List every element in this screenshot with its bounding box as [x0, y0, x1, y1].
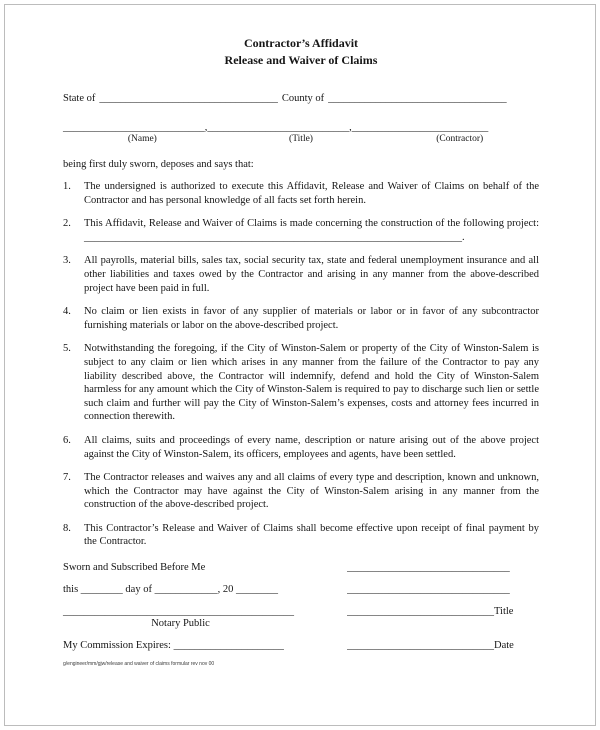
document-title: [63, 35, 539, 69]
notary-signature-blank: ____________________________________________: [63, 606, 294, 618]
state-label: State of: [63, 93, 96, 104]
title-line-1: Contractor’s Affidavit: [243, 36, 359, 50]
notary-public-label: Notary Public: [151, 618, 210, 630]
clause-number: 1.: [63, 181, 71, 192]
clause-number: 3.: [63, 255, 71, 267]
clause-6: [63, 434, 539, 461]
clause-1: [63, 180, 539, 207]
clause-4: [63, 305, 539, 332]
sworn-row: [63, 562, 539, 573]
clause-text: The Contractor releases and waives any and all claims of every type and description, known and unknown, which the Contractor may have against the City of Winston-Salem arising in any manner from the construction of the above-described project.: [84, 472, 539, 511]
affidavit-clauses: [63, 180, 539, 549]
state-blank-line: __________________________________: [99, 93, 278, 104]
signature-blank-line-2: _______________________________: [347, 584, 510, 596]
clause-text: No claim or lien exists in favor of any supplier of materials or labor or in favor of any subcontractor furnishing materials or labor on the above-described project.: [84, 306, 539, 331]
date-row: [63, 584, 539, 595]
clause-number: 2.: [63, 218, 71, 230]
commission-blank: _____________________: [173, 640, 284, 652]
contractor-caption: (Contractor): [436, 134, 484, 144]
clause-number: 5.: [63, 343, 71, 355]
county-blank-line: __________________________________: [328, 93, 507, 104]
title-label: Title: [494, 606, 514, 618]
commission-row: [63, 640, 539, 651]
date-blank: ____________________________: [347, 640, 494, 652]
date-line: [347, 640, 539, 651]
notary-signature-row: [63, 606, 539, 617]
title-caption: (Title): [289, 134, 313, 144]
clause-text: This Contractor’s Release and Waiver of Claims shall become effective upon receipt of final payment by the Contractor.: [84, 522, 539, 548]
title-blank: ____________________________: [347, 606, 494, 618]
clause-number: 7.: [63, 472, 71, 484]
affidavit-page: [5, 5, 595, 725]
clause-7: [63, 471, 539, 512]
party-labels-row: [63, 134, 539, 144]
day-of-line: this ________ day of ____________, 20 ________: [63, 584, 278, 596]
document-footnote: g/engineer/mm/gjw/release and waiver of claims formular rev nov 00: [63, 661, 215, 668]
clause-2: [63, 217, 539, 244]
title-line: [347, 606, 539, 617]
contractor-blank-line: __________________________: [351, 122, 489, 133]
clause-text: All claims, suits and proceedings of every name, description or nature arising out of the above project against the City of Winston-Salem, its officers, employees and agents, have been settled.: [84, 434, 539, 460]
commission-line: [63, 640, 284, 651]
county-label: County of: [281, 93, 325, 104]
title-blank-line: ___________________________,: [207, 122, 352, 133]
clause-text: This Affidavit, Release and Waiver of Claims is made concerning the construction of the following project: ________________________________________________________________________.: [84, 218, 539, 243]
clause-text: The undersigned is authorized to execute this Affidavit, Release and Waiver of Claims on behalf of the Contractor and has personal knowledge of all facts set forth herein.: [84, 181, 539, 206]
clause-number: 4.: [63, 306, 71, 318]
clause-3: [63, 254, 539, 295]
clause-number: 8.: [63, 522, 71, 534]
sworn-intro-line: being first duly sworn, deposes and says that:: [63, 159, 254, 170]
party-blank-line: [63, 122, 539, 133]
sworn-subscribed-label: Sworn and Subscribed Before Me: [63, 562, 206, 574]
notary-public-caption-row: [63, 618, 539, 629]
clause-number: 6.: [63, 434, 71, 446]
name-caption: (Name): [127, 134, 157, 144]
name-blank-line: ___________________________,: [63, 122, 208, 133]
clause-text: All payrolls, material bills, sales tax, social security tax, state and federal unemployment insurance and all other liabilities and taxes owed by the Contractor and arising in any manner from the above-described project have been paid in full.: [84, 255, 539, 294]
clause-5: [63, 342, 539, 424]
notary-section: [63, 562, 539, 651]
signature-blank-line: _______________________________: [347, 562, 510, 574]
state-county-line: [63, 93, 539, 104]
clause-text: Notwithstanding the foregoing, if the City of Winston-Salem or property of the City of Winston-Salem is subject to any claim or lien which arises in any manner from the failure of the Contractor to pay any liability described above, the Contractor will indemnify, defend and hold the City of Winston-Salem harmless for any amount which the City of Winston-Salem is required to pay to discharge such lien or settle such claim and further will pay the City of Winston-Salem’s expenses, costs and attorney fees incurred in connection therewith.: [84, 343, 539, 423]
date-label: Date: [494, 640, 514, 652]
commission-label: My Commission Expires:: [63, 640, 171, 652]
title-line-2: Release and Waiver of Claims: [224, 53, 378, 67]
clause-8: [63, 522, 539, 549]
